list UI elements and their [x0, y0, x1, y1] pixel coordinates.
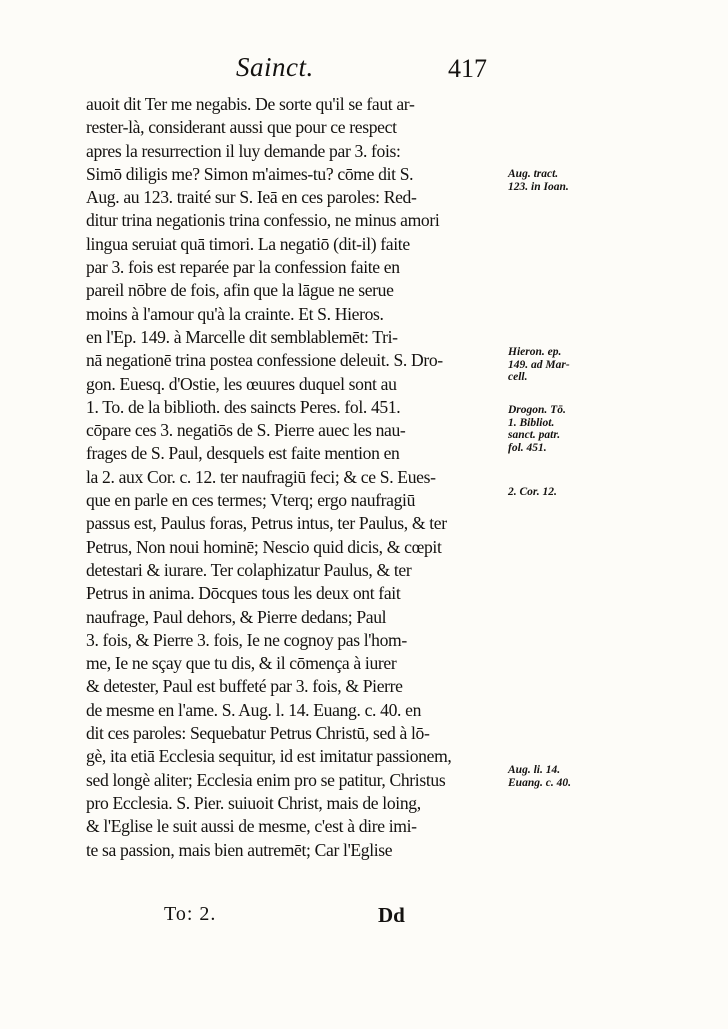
margin-note-line: fol. 451.	[508, 441, 547, 454]
margin-note-line: Euang. c. 40.	[508, 776, 571, 789]
text-line: rester-là, considerant aussi que pour ce respect	[86, 117, 397, 138]
text-line: lingua seruiat quā timori. La negatiō (dit-il) faite	[86, 233, 410, 254]
text-line: moins à l'amour qu'à la crainte. Et S. Hieros.	[86, 303, 384, 324]
text-line: Aug. au 123. traité sur S. Ieā en ces paroles: Red-	[86, 187, 417, 208]
text-line: passus est, Paulus foras, Petrus intus, ter Paulus, & ter	[86, 513, 447, 534]
margin-note-line: cell.	[508, 371, 528, 383]
text-line: gè, ita etiā Ecclesia sequitur, id est imitatur passionem,	[86, 746, 452, 767]
margin-note-line: Drogon. Tō.	[508, 404, 566, 416]
text-line: Simō diligis me? Simon m'aimes-tu? cōme dit S.	[86, 163, 414, 184]
text-line: & l'Eglise le suit aussi de mesme, c'est à dire imi-	[86, 816, 417, 837]
margin-note	[508, 404, 608, 454]
text-line: pro Ecclesia. S. Pier. suiuoit Christ, mais de loing,	[86, 792, 421, 813]
text-line: Petrus, Non noui hominē; Nescio quid dicis, & cœpit	[86, 536, 442, 557]
margin-note-line: 2. Cor. 12.	[508, 486, 557, 498]
running-head: Sainct.	[236, 52, 314, 82]
text-line: ditur trina negationis trina confessio, ne minus amori	[86, 210, 440, 231]
margin-note	[508, 486, 608, 499]
margin-note-line: 1. Bibliot.	[508, 416, 555, 429]
page-header	[0, 52, 728, 92]
margin-note-line: 123. in Ioan.	[508, 180, 569, 193]
text-line: 3. fois, & Pierre 3. fois, Ie ne cognoy pas l'hom-	[86, 629, 407, 650]
margin-note-line: Hieron. ep.	[508, 346, 562, 358]
signature-mark-left: To: 2.	[164, 903, 217, 925]
main-text-block	[86, 93, 508, 862]
margin-note-line: Aug. li. 14.	[508, 764, 561, 776]
text-line: nā negationē trina postea confessione deleuit. S. Dro-	[86, 350, 443, 371]
text-line: frages de S. Paul, desquels est faite mention en	[86, 443, 400, 464]
text-line: te sa passion, mais bien autremēt; Car l'Eglise	[86, 839, 393, 860]
text-line: pareil nōbre de fois, afin que la lāgue ne serue	[86, 280, 394, 301]
text-line: par 3. fois est reparée par la confession faite en	[86, 257, 400, 278]
text-line: sed longè aliter; Ecclesia enim pro se patitur, Christus	[86, 769, 446, 790]
text-line: naufrage, Paul dehors, & Pierre dedans; Paul	[86, 606, 387, 627]
page-number: 417	[448, 54, 487, 83]
text-line: detestari & iurare. Ter colaphizatur Paulus, & ter	[86, 559, 412, 580]
margin-note	[508, 168, 608, 193]
margin-note-line: sanct. patr.	[508, 429, 561, 441]
text-line: 1. To. de la biblioth. des saincts Peres. fol. 451.	[86, 396, 401, 417]
text-line: Petrus in anima. Dōcques tous les deux ont fait	[86, 583, 401, 604]
text-line: me, Ie ne sçay que tu dis, & il cōmença à iurer	[86, 653, 397, 674]
page-footer	[0, 903, 728, 933]
text-line: auoit dit Ter me negabis. De sorte qu'il se faut ar-	[86, 94, 415, 114]
margin-note-line: Aug. tract.	[508, 168, 559, 180]
margin-note	[508, 764, 608, 789]
text-line: apres la resurrection il luy demande par 3. fois:	[86, 140, 401, 161]
text-line: & detester, Paul est buffeté par 3. fois, & Pierre	[86, 676, 403, 697]
text-line: la 2. aux Cor. c. 12. ter naufragiū feci; & ce S. Eues-	[86, 466, 436, 487]
signature-mark-right: Dd	[378, 903, 405, 927]
margin-note-line: 149. ad Mar-	[508, 358, 570, 371]
text-line: gon. Euesq. d'Ostie, les œuures duquel sont au	[86, 373, 397, 394]
text-line: cōpare ces 3. negatiōs de S. Pierre auec les nau-	[86, 420, 406, 441]
text-line: que en parle en ces termes; Vterq; ergo naufragiū	[86, 490, 416, 511]
margin-note	[508, 346, 608, 384]
text-line: de mesme en l'ame. S. Aug. l. 14. Euang. c. 40. en	[86, 699, 422, 720]
text-line: dit ces paroles: Sequebatur Petrus Christū, sed à lō-	[86, 723, 430, 744]
text-line: en l'Ep. 149. à Marcelle dit semblablemēt: Tri-	[86, 326, 398, 347]
